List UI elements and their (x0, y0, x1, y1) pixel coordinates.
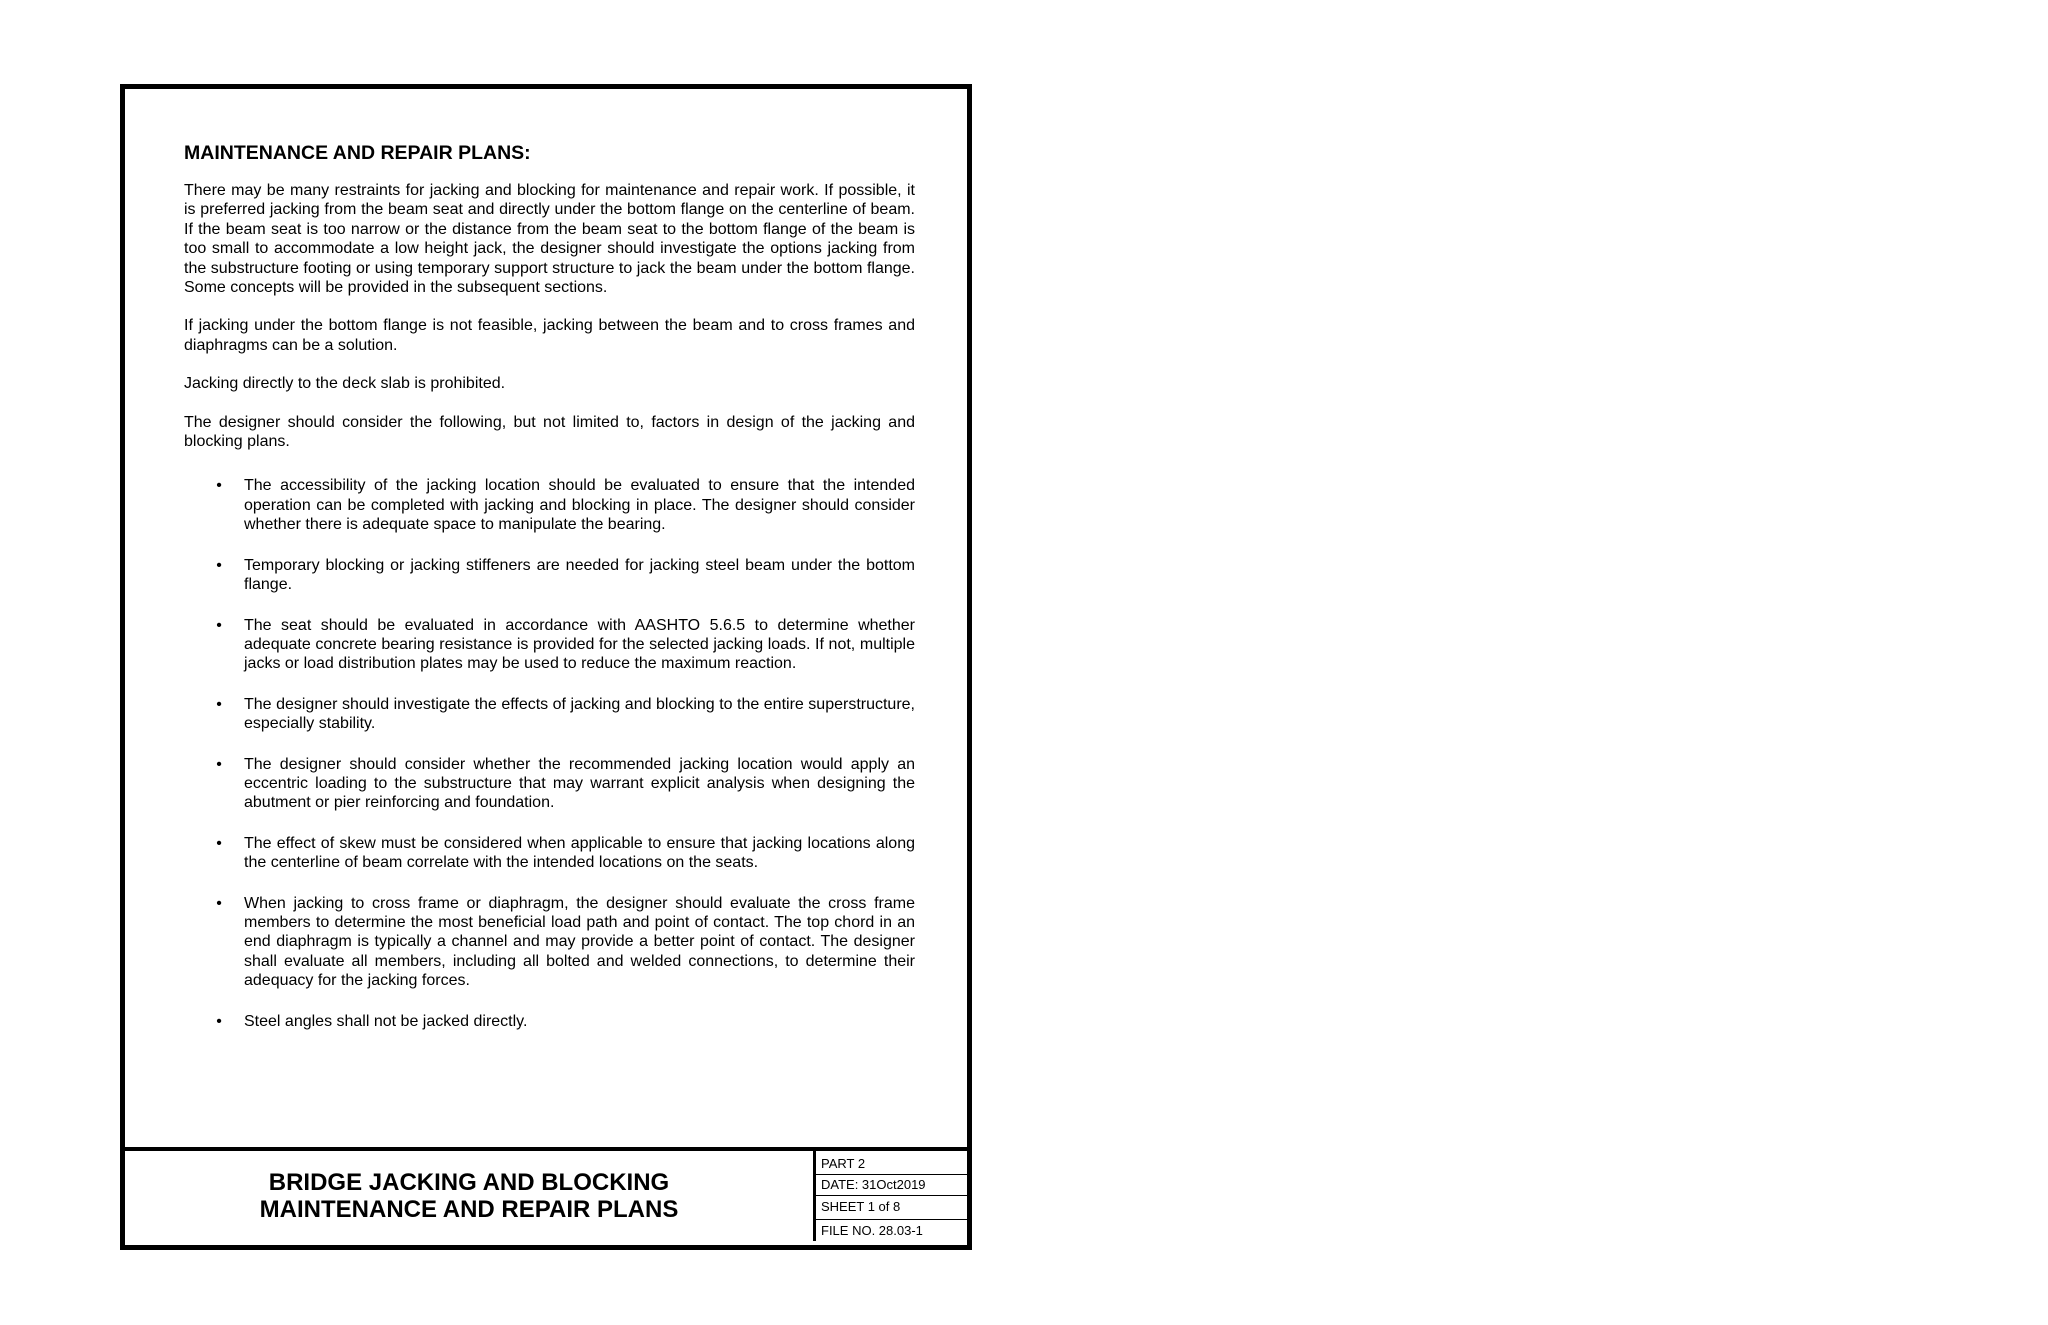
design-factors-paragraph: The designer should consider the following, but not limited to, factors in design of the jacking and blocking plans. (184, 413, 915, 451)
title-block-meta (816, 1151, 967, 1241)
intro-paragraph: There may be many restraints for jacking and blocking for maintenance and repair work. If possible, it is preferred jacking from the beam seat and directly under the bottom flange on the centerline of beam. If the beam seat is too narrow or the distance from the beam seat to the bottom flange of the beam is too small to accommodate a low height jack, the designer should investigate the options jacking from the substructure footing or using temporary support structure to jack the beam under the bottom flange. Some concepts will be provided in the subsequent sections. (184, 182, 915, 297)
list-item-text: Steel angles shall not be jacked directly. (244, 1012, 528, 1030)
date-label: DATE: 31Oct2019 (821, 1177, 926, 1192)
section-heading: MAINTENANCE AND REPAIR PLANS: (184, 142, 531, 164)
bullet-icon: • (216, 894, 222, 912)
title-line-2: MAINTENANCE AND REPAIR PLANS (259, 1196, 679, 1223)
list-item (184, 616, 915, 674)
list-item-text: The accessibility of the jacking location should be evaluated to ensure that the intended operation can be completed with jacking and blocking in place. The designer should consider whether there is adequate space to manipulate the bearing. (244, 477, 915, 534)
design-factors-list (184, 476, 915, 1031)
list-item (184, 476, 915, 534)
bullet-icon: • (216, 1012, 222, 1030)
list-item (184, 695, 915, 734)
title-block (125, 1147, 967, 1245)
list-item (184, 1012, 915, 1031)
title-block-title (125, 1151, 816, 1241)
sheet-content (184, 141, 915, 1052)
list-item (184, 894, 915, 991)
file-no-label: FILE NO. 28.03-1 (821, 1223, 923, 1238)
list-item-text: The designer should consider whether the recommended jacking location would apply an eccentric loading to the substructure that may warrant explicit analysis when designing the abutment or pier reinforcing and foundation. (244, 755, 915, 812)
sheet-label: SHEET 1 of 8 (821, 1199, 901, 1214)
list-item-text: Temporary blocking or jacking stiffeners are needed for jacking steel beam under the bottom flange. (244, 556, 915, 594)
list-item (184, 556, 915, 595)
bullet-icon: • (216, 755, 222, 773)
list-item-text: When jacking to cross frame or diaphragm, the designer should evaluate the cross frame members to determine the most beneficial load path and point of contact. The top chord in an end diaphragm is typically a channel and may provide a better point of contact. The designer shall evaluate all members, including all bolted and welded connections, to determine their adequacy for the jacking forces. (244, 894, 915, 990)
list-item (184, 755, 915, 813)
meta-divider (816, 1174, 967, 1175)
list-item-text: The seat should be evaluated in accordance with AASHTO 5.6.5 to determine whether adequate concrete bearing resistance is provided for the selected jacking loads. If not, multiple jacks or load distribution plates may be used to reduce the maximum reaction. (244, 616, 915, 673)
part-label: PART 2 (821, 1156, 866, 1171)
meta-divider (816, 1195, 967, 1196)
bullet-icon: • (216, 477, 222, 495)
meta-divider (816, 1219, 967, 1220)
list-item (184, 834, 915, 873)
bullet-icon: • (216, 834, 222, 852)
deck-slab-paragraph: Jacking directly to the deck slab is prohibited. (184, 375, 506, 393)
bullet-icon: • (216, 695, 222, 713)
drawing-sheet (120, 84, 972, 1250)
cross-frame-paragraph: If jacking under the bottom flange is not feasible, jacking between the beam and to cross frames and diaphragms can be a solution. (184, 317, 915, 354)
list-item-text: The effect of skew must be considered when applicable to ensure that jacking locations along the centerline of beam correlate with the intended locations on the seats. (244, 834, 915, 872)
list-item-text: The designer should investigate the effects of jacking and blocking to the entire superstructure, especially stability. (244, 695, 915, 733)
bullet-icon: • (216, 616, 222, 634)
bullet-icon: • (216, 556, 222, 574)
title-line-1: BRIDGE JACKING AND BLOCKING (268, 1169, 670, 1196)
